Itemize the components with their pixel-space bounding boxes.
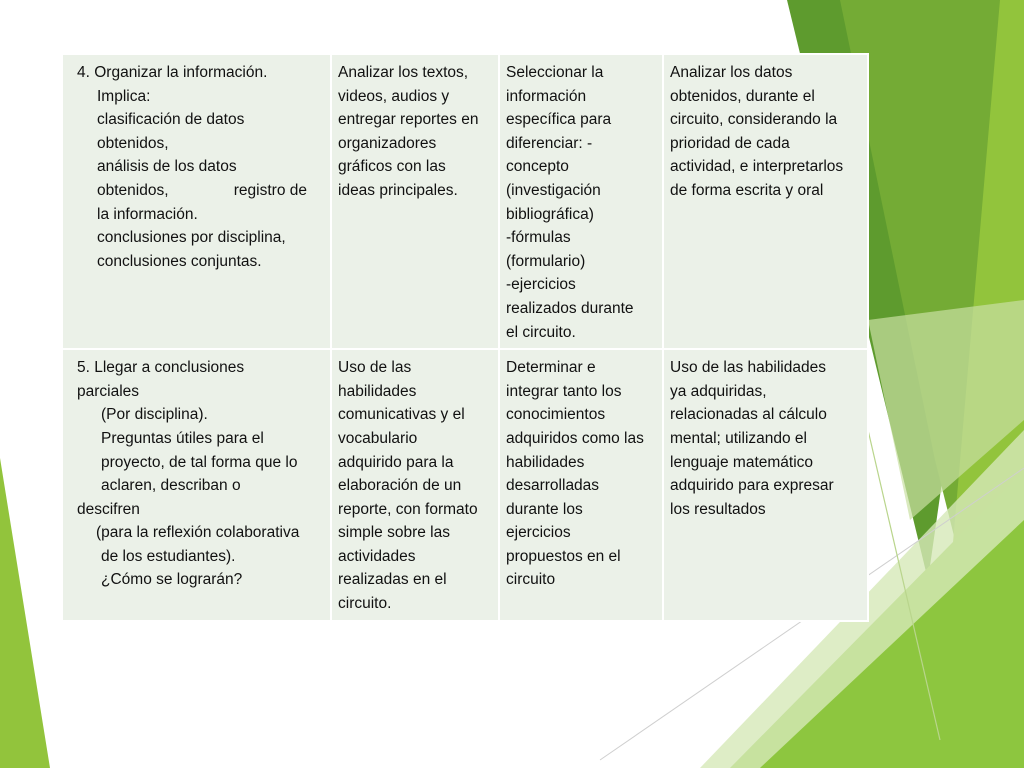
cell-line: gráficos con las [338,158,446,176]
cell-line: actividad, e interpretarlos [670,158,844,176]
cell-line: entregar reportes en [338,111,479,129]
cell-line: información [506,87,587,105]
split-right-text: registro de [233,181,307,199]
table-row [62,54,868,349]
cell-line: (Por disciplina). [101,406,208,424]
cell-line: específica para [506,111,612,129]
cell-line: concepto [506,158,569,176]
cell-line: circuito [506,571,556,589]
left-green-triangle [0,458,50,768]
cell-line: el circuito. [506,323,576,341]
table-cell-analyze-texts [331,54,499,349]
cell-line: Seleccionar la [506,64,604,81]
cell-line: prioridad de cada [670,134,790,152]
cell-line: Analizar los datos [670,64,793,81]
cell-line: realizadas en el [338,571,447,589]
cell-line: organizadores [338,134,437,152]
table-cell-math-skills [663,349,868,621]
cell-line: obtenidos, durante el [670,87,815,105]
cell-line: de los estudiantes). [101,547,236,565]
table-cell-conclusions [62,349,331,621]
cell-line: Uso de las [338,359,412,377]
cell-line: habilidades [338,382,417,400]
cell-line: simple sobre las [338,524,450,542]
table-cell-communicative-skills [331,349,499,621]
cell-line: conocimientos [506,406,606,424]
cell-line: mental; utilizando el [670,429,807,447]
cell-line: reporte, con formato [338,500,478,518]
cell-line: conclusiones por disciplina, [97,229,286,247]
cell-line: clasificación de datos [97,111,245,129]
cell-line: propuestos en el [506,547,621,565]
cell-line: lenguaje matemático [670,453,814,471]
step-4-heading: 4. Organizar la información. [77,64,268,81]
table-cell-organize [62,54,331,349]
table-cell-integrate-knowledge [499,349,663,621]
cell-line: desarrolladas [506,477,600,495]
cell-line: (para la reflexión colaborativa [96,524,300,542]
cell-line: vocabulario [338,429,418,447]
cell-line: análisis de los datos [97,158,237,176]
cell-line: aclaren, describan o [101,477,241,495]
cell-line: -fórmulas [506,229,571,247]
cell-line: Uso de las habilidades [670,359,826,377]
cell-line: obtenidos, [97,134,169,152]
cell-line: diferenciar: - [506,134,593,152]
cell-line: descifren [77,500,140,518]
cell-line: (investigación [506,181,601,199]
cell-line: comunicativas y el [338,406,465,424]
cell-line: ya adquiridas, [670,382,767,400]
cell-line: Implica: [97,87,151,105]
cell-line: de forma escrita y oral [670,181,824,199]
cell-line: conclusiones conjuntas. [97,252,262,270]
cell-line: la información. [97,205,198,223]
cell-line: los resultados [670,500,766,518]
cell-line-split [69,179,324,203]
cell-line: bibliográfica) [506,205,594,223]
cell-line: Analizar los textos, [338,64,469,81]
cell-line: relacionadas al cálculo [670,406,827,424]
table-row [62,349,868,621]
cell-line: integrar tanto los [506,382,622,400]
cell-line: circuito, considerando la [670,111,838,129]
cell-line: habilidades [506,453,585,471]
cell-line: Determinar e [506,359,596,377]
cell-line: realizados durante [506,299,634,317]
cell-line: (formulario) [506,252,586,270]
cell-line: -ejercicios [506,276,576,294]
cell-line: videos, audios y [338,87,450,105]
table-cell-analyze-data [663,54,868,349]
cell-line: adquiridos como las [506,429,644,447]
cell-line: ¿Cómo se lograrán? [101,571,243,589]
cell-line: elaboración de un [338,477,462,495]
content-table [61,53,869,622]
split-left-text: obtenidos, [97,181,169,199]
cell-line: adquirido para expresar [670,477,834,495]
cell-line: ejercicios [506,524,571,542]
table-cell-select-info [499,54,663,349]
cell-line: circuito. [338,595,392,613]
cell-line: adquirido para la [338,453,454,471]
cell-line: ideas principales. [338,181,458,199]
cell-line: proyecto, de tal forma que lo [101,453,298,471]
cell-line: actividades [338,547,416,565]
cell-line: Preguntas útiles para el [101,429,264,447]
cell-line: durante los [506,500,583,518]
step-5-heading: 5. Llegar a conclusiones [77,359,245,377]
cell-line: parciales [77,382,140,400]
